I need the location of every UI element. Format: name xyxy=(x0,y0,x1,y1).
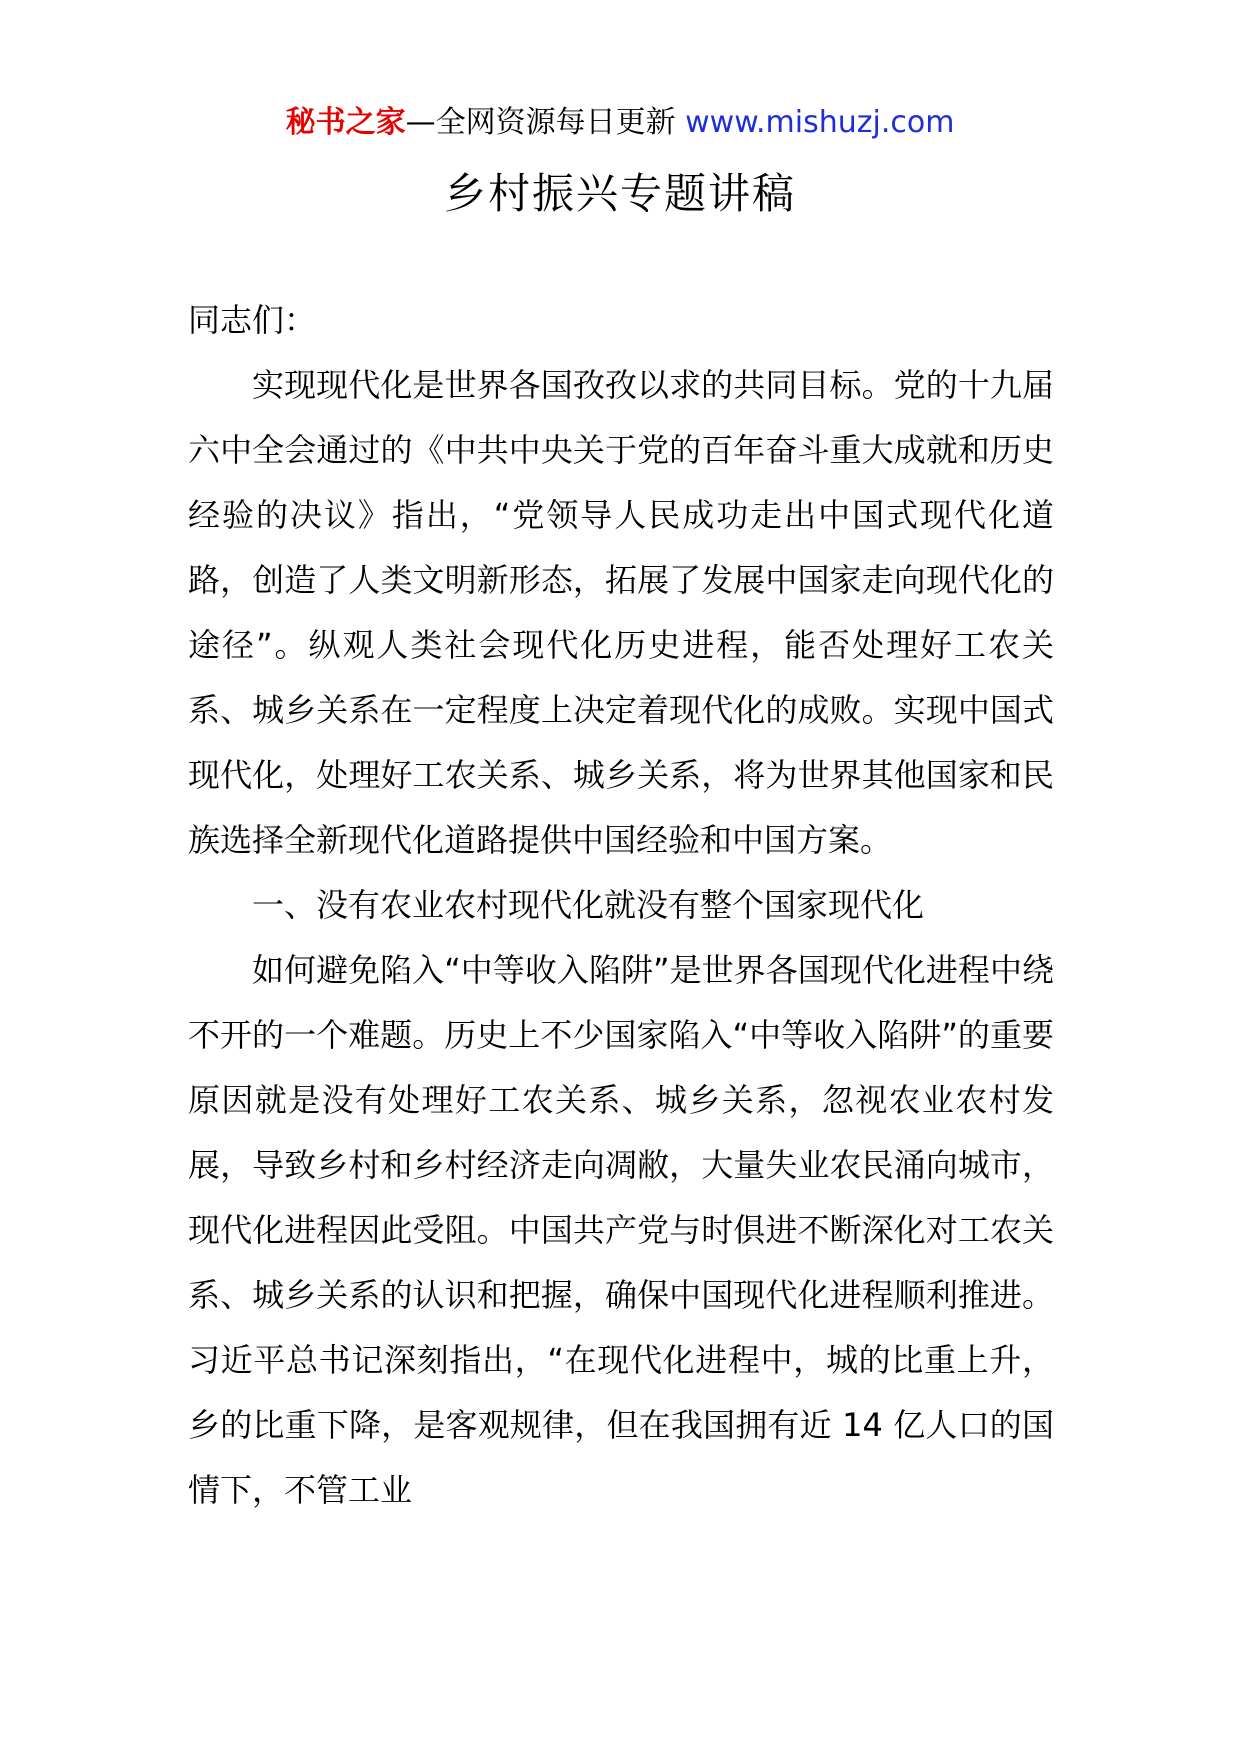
salutation: 同志们： xyxy=(188,301,317,339)
document-title: 乡村振兴专题讲稿 xyxy=(443,169,796,218)
site-header xyxy=(0,101,1240,145)
section-heading-1: 一、没有农业农村现代化就没有整个国家现代化 xyxy=(252,886,925,924)
document-body xyxy=(188,288,1054,1523)
site-brand: 秘书之家 xyxy=(285,105,406,140)
paragraph-intro: 实现现代化是世界各国孜孜以求的共同目标。党的十九届六中全会通过的《中共中央关于党的百年奋斗重大成就和历史经验的决议》指出，“党领导人民成功走出中国式现代化道路，创造了人类文明新形态，拓展了发展中国家走向现代化的途径”。纵观人类社会现代化历史进程，能否处理好工农关系、城乡关系在一定程度上决定着现代化的成败。实现中国式现代化，处理好工农关系、城乡关系，将为世界其他国家和民族选择全新现代化道路提供中国经验和中国方案。 xyxy=(188,366,1054,859)
site-url-link[interactable]: www.mishuzj.com xyxy=(685,105,955,140)
paragraph-section-1: 如何避免陷入“中等收入陷阱”是世界各国现代化进程中绕不开的一个难题。历史上不少国家陷入“中等收入陷阱”的重要原因就是没有处理好工农关系、城乡关系，忽视农业农村发展，导致乡村和乡村经济走向凋敝，大量失业农民涌向城市，现代化进程因此受阻。中国共产党与时俱进不断深化对工农关系、城乡关系的认识和把握，确保中国现代化进程顺利推进。习近平总书记深刻指出，“在现代化进程中，城的比重上升，乡的比重下降，是客观规律，但在我国拥有近 14 亿人口的国情下，不管工业 xyxy=(188,951,1054,1509)
site-tagline: —全网资源每日更新 xyxy=(405,105,676,140)
